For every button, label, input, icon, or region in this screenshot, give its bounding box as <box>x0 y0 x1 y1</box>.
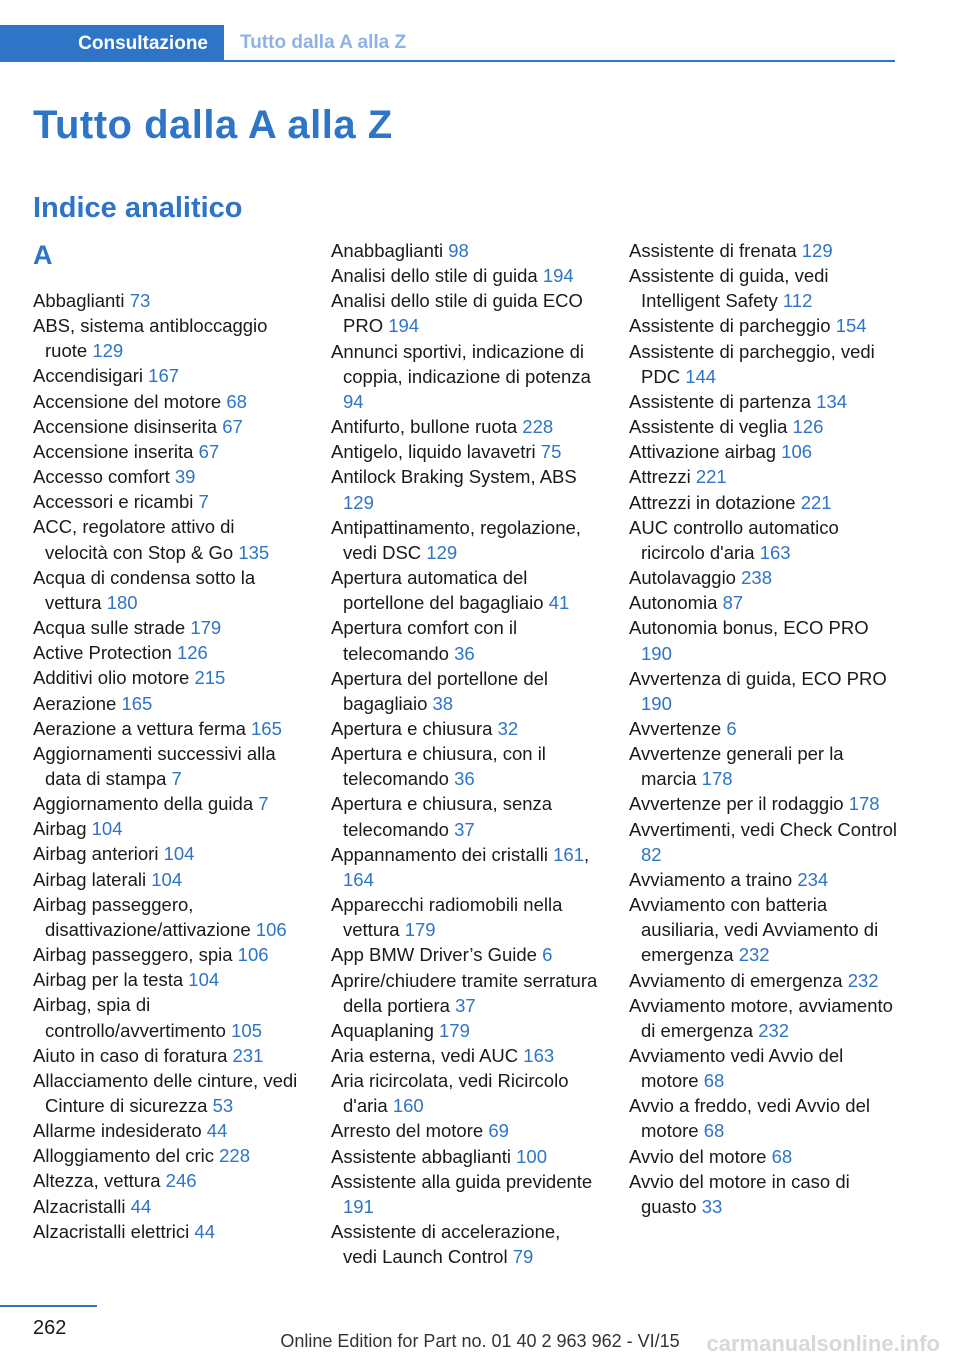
index-term: Alzacristalli elettrici <box>33 1220 195 1242</box>
page-link[interactable]: 67 <box>198 440 220 462</box>
index-entry <box>331 464 599 514</box>
index-term: Accessori e ricambi <box>33 491 199 513</box>
index-entry <box>629 741 897 791</box>
index-term: Avvio del motore <box>629 1145 772 1167</box>
index-column-1 <box>33 238 301 1244</box>
index-entry <box>629 389 897 414</box>
page-link[interactable]: 104 <box>91 818 123 840</box>
index-term: Attrezzi in dotazione <box>629 491 801 513</box>
index-entry <box>331 666 599 716</box>
page-link[interactable]: 129 <box>343 491 374 513</box>
index-entry <box>629 817 897 867</box>
index-entry <box>629 490 897 515</box>
index-term: Apertura del portellone del bagagliaio <box>331 667 549 714</box>
index-term: Appannamento dei cristalli <box>331 843 554 865</box>
page-link[interactable]: 134 <box>816 390 848 412</box>
page-link[interactable]: 154 <box>835 315 867 337</box>
page-link[interactable]: 190 <box>641 692 672 714</box>
index-entry <box>33 716 301 741</box>
index-entry <box>629 791 897 816</box>
page-link[interactable]: 79 <box>512 1246 534 1268</box>
index-term: Attivazione airbag <box>629 441 782 463</box>
index-entry <box>629 238 897 263</box>
page-link[interactable]: 106 <box>255 918 287 940</box>
index-term: Annunci sportivi, indicazione di coppia, indicazione di potenza <box>331 340 591 387</box>
index-term: Allacciamento delle cinture, vedi Cinture di sicurezza <box>33 1069 298 1116</box>
index-term: Attrezzi <box>629 466 696 488</box>
index-letter: A <box>33 240 53 270</box>
index-term: Antilock Braking System, ABS <box>331 466 577 488</box>
index-term: Aerazione a vettura ferma <box>33 717 251 739</box>
index-term: Aria ricircolata, vedi Ricircolo d'aria <box>331 1070 569 1117</box>
index-term: Avviamento a traino <box>629 868 798 890</box>
index-term: Aquaplaning <box>331 1019 440 1041</box>
page-link[interactable]: 221 <box>800 491 832 513</box>
page-link[interactable]: 68 <box>226 390 247 412</box>
page-link[interactable]: 73 <box>129 290 151 311</box>
page-link[interactable]: 234 <box>797 868 829 890</box>
index-entry <box>33 363 301 388</box>
index-entry <box>331 238 599 263</box>
index-term: Assistente di parcheggio <box>629 315 836 337</box>
index-entry <box>33 439 301 464</box>
page-link[interactable]: 104 <box>163 843 195 865</box>
footer-rule <box>0 1305 97 1307</box>
index-entry <box>629 666 897 716</box>
page-link[interactable]: 7 <box>198 491 209 513</box>
page-link[interactable]: 163 <box>759 541 791 563</box>
page-link[interactable]: 94 <box>343 390 364 412</box>
index-term: Avviamento vedi Avvio del motore <box>629 1045 844 1092</box>
page-link[interactable]: 37 <box>455 994 476 1016</box>
page-link[interactable]: 164 <box>343 868 374 890</box>
index-term: Acqua di condensa sotto la vettura <box>33 566 256 613</box>
header-tab-consultazione[interactable]: Consultazione <box>0 25 224 62</box>
index-term: Alzacristalli <box>33 1195 131 1217</box>
index-entry <box>33 1194 301 1219</box>
page-link[interactable]: 232 <box>758 1019 790 1041</box>
index-term: Assistente di parcheggio, vedi PDC <box>629 340 875 387</box>
index-entry <box>331 1068 599 1118</box>
index-entry <box>33 389 301 414</box>
page-link[interactable]: 112 <box>782 290 813 312</box>
index-term: App BMW Driver’s Guide <box>331 944 543 966</box>
index-term: Altezza, vettura <box>33 1170 166 1192</box>
index-entry <box>331 439 599 464</box>
index-entry: Appannamento dei cristalli 161, 164 <box>331 843 590 890</box>
index-term: Avvertenza di guida, ECO PRO <box>629 667 887 689</box>
page-link[interactable]: 232 <box>738 944 770 966</box>
index-term: Antigelo, liquido lavavetri <box>331 441 541 463</box>
page-link[interactable]: 104 <box>151 868 183 890</box>
page-link[interactable]: 215 <box>194 667 226 689</box>
index-entry <box>33 665 301 690</box>
page-link[interactable]: 161 <box>553 843 585 865</box>
index-entry <box>331 1169 599 1219</box>
index-entry <box>33 565 301 615</box>
index-term: Accensione disinserita <box>33 415 223 437</box>
index-term: Avvertimenti, vedi Check Control <box>629 818 898 840</box>
index-entry <box>33 741 301 791</box>
page-link[interactable]: 194 <box>542 265 574 287</box>
page-link[interactable]: 44 <box>194 1220 215 1242</box>
page-link[interactable]: 36 <box>454 768 475 790</box>
index-entry <box>331 515 599 565</box>
index-term: Analisi dello stile di guida ECO PRO <box>331 290 583 337</box>
index-term: Airbag anteriori <box>33 843 164 865</box>
index-entry <box>629 590 897 615</box>
page-link[interactable]: 106 <box>781 441 813 463</box>
index-entry <box>331 892 599 942</box>
page-link[interactable]: 68 <box>771 1145 793 1167</box>
page-link[interactable]: 6 <box>726 717 737 739</box>
index-entry <box>331 791 599 841</box>
page-link[interactable]: 36 <box>454 642 475 664</box>
index-entry <box>33 414 301 439</box>
index-entry <box>33 489 301 514</box>
page-link[interactable]: 44 <box>130 1195 152 1217</box>
index-entry <box>629 464 897 489</box>
breadcrumb[interactable]: Tutto dalla A alla Z <box>240 31 407 53</box>
page-link[interactable]: 41 <box>548 592 570 614</box>
index-entry <box>331 741 599 791</box>
index-entry <box>331 1018 599 1043</box>
index-column-3 <box>629 238 897 1219</box>
index-term: AUC controllo automatico ricircolo d'aria <box>629 516 839 563</box>
index-entry <box>33 640 301 665</box>
index-entry <box>331 1043 599 1068</box>
page-link[interactable]: 165 <box>251 717 282 739</box>
index-term: Apertura e chiusura <box>331 717 498 739</box>
index-entry <box>331 1219 599 1269</box>
index-term: Assistente alla guida previdente <box>331 1170 593 1192</box>
index-entry <box>331 615 599 665</box>
index-term: Assistente di accelerazione, vedi Launch Control <box>331 1221 561 1268</box>
index-term: Antifurto, bullone ruota <box>331 416 523 438</box>
index-entry <box>33 967 301 992</box>
index-entry <box>33 1043 301 1068</box>
index-term: Assistente di partenza <box>629 390 817 412</box>
index-entry <box>33 791 301 816</box>
page-link[interactable]: 104 <box>188 969 220 991</box>
index-term: Active Protection <box>33 642 177 664</box>
index-column-2 <box>331 238 599 1269</box>
index-term: Assistente di frenata <box>629 240 802 261</box>
page-link[interactable]: 165 <box>121 692 153 714</box>
index-term: Airbag <box>33 818 92 840</box>
edition-note: Online Edition for Part no. 01 40 2 963 962 - VI/15 <box>280 1331 680 1351</box>
index-entry <box>629 565 897 590</box>
index-term: Avvertenze generali per la marcia <box>629 743 844 790</box>
page-link[interactable]: 33 <box>701 1195 723 1217</box>
index-term: Apertura e chiusura, senza telecomando <box>331 793 553 840</box>
index-term: Avviamento motore, avviamento di emergenza <box>629 994 893 1041</box>
index-entry <box>331 263 599 288</box>
index-term: Avvio a freddo, vedi Avvio del motore <box>629 1095 870 1142</box>
watermark-text: carmanualsonline.info <box>706 1331 940 1356</box>
page-link[interactable]: 135 <box>238 541 270 563</box>
page-link[interactable]: 179 <box>190 617 222 639</box>
index-entry <box>33 1219 301 1244</box>
index-term: Airbag per la testa <box>33 969 189 991</box>
index-term: Apertura automatica del portellone del bagagliaio <box>331 567 549 614</box>
page-link[interactable]: 67 <box>222 415 243 437</box>
page-link[interactable]: 68 <box>703 1070 725 1092</box>
index-entry <box>33 1168 301 1193</box>
index-term: Aiuto in caso di foratura <box>33 1044 233 1066</box>
page-link[interactable]: 221 <box>695 466 727 488</box>
index-entry <box>33 615 301 640</box>
index-term: Assistente di veglia <box>629 416 793 438</box>
index-term: Airbag laterali <box>33 868 152 890</box>
index-entry <box>331 288 599 338</box>
page-link[interactable]: 75 <box>540 441 562 463</box>
index-entry <box>629 1169 897 1219</box>
index-term: Apertura comfort con il telecomando <box>331 617 518 664</box>
index-term: Aggiornamento della guida <box>33 793 259 815</box>
page-link[interactable]: 160 <box>392 1095 424 1117</box>
index-entry <box>33 1068 301 1118</box>
index-entry <box>33 1118 301 1143</box>
index-term: Autolavaggio <box>629 567 742 589</box>
index-entry <box>629 993 897 1043</box>
index-term: Accensione del motore <box>33 390 227 412</box>
index-entry <box>33 992 301 1042</box>
page-link[interactable]: 7 <box>171 767 182 789</box>
index-term: Abbaglianti <box>33 290 130 311</box>
page-link[interactable]: 228 <box>219 1145 250 1167</box>
page-link[interactable]: 180 <box>106 591 138 613</box>
index-term: Allarme indesiderato <box>33 1120 207 1142</box>
index-term: Apparecchi radiomobili nella vettura <box>331 894 563 941</box>
index-term: Accensione inserita <box>33 440 199 462</box>
index-entry <box>331 565 599 615</box>
page-link[interactable]: 32 <box>497 717 519 739</box>
index-entry <box>629 313 897 338</box>
index-entry <box>629 515 897 565</box>
page-link[interactable]: 232 <box>847 969 879 991</box>
index-term: ACC, regolatore attivo di velocità con Stop & Go <box>33 516 239 563</box>
index-entry <box>33 1143 301 1168</box>
page-link[interactable]: 98 <box>448 240 469 261</box>
index-entry <box>33 691 301 716</box>
index-entry <box>33 841 301 866</box>
index-term: Accendisigari <box>33 365 149 387</box>
index-entry <box>331 1118 599 1143</box>
index-term: Assistente abbaglianti <box>331 1145 517 1167</box>
page-link[interactable]: 82 <box>641 843 662 865</box>
page-link[interactable]: 105 <box>231 1019 262 1041</box>
page-link[interactable]: 238 <box>741 567 772 589</box>
page-link[interactable]: 178 <box>701 768 733 790</box>
index-term: ABS, sistema antibloccaggio ruote <box>33 315 268 362</box>
page-link[interactable]: 231 <box>232 1044 264 1066</box>
page-link[interactable]: 6 <box>542 944 553 966</box>
index-term: Additivi olio motore <box>33 667 195 689</box>
index-term: Anabbaglianti <box>331 240 449 261</box>
index-term: Aria esterna, vedi AUC <box>331 1045 524 1066</box>
index-term: Arresto del motore <box>331 1120 489 1142</box>
page-link[interactable]: 228 <box>522 416 554 438</box>
index-entry <box>629 339 897 389</box>
page-link[interactable]: 129 <box>801 240 833 261</box>
index-term: Aprire/chiudere tramite serratura della portiera <box>331 969 598 1016</box>
index-term: Avvertenze <box>629 717 727 739</box>
index-entry <box>331 1144 599 1169</box>
index-term: Aggiornamenti successivi alla data di stampa <box>33 742 276 789</box>
index-entry <box>331 339 599 414</box>
page-link[interactable]: 126 <box>176 642 208 664</box>
index-entry <box>629 439 897 464</box>
index-entry <box>33 867 301 892</box>
index-term: Avviamento con batteria ausiliaria, vedi Avviamento di emergenza <box>629 894 879 966</box>
index-term: Airbag, spia di controllo/avvertimento <box>33 994 232 1041</box>
page-link[interactable]: 100 <box>516 1145 547 1167</box>
index-entry <box>33 942 301 967</box>
page-link[interactable]: 39 <box>174 466 196 488</box>
page-number: 262 <box>33 1317 67 1339</box>
index-entry <box>33 892 301 942</box>
page-link[interactable]: 194 <box>388 315 420 337</box>
index-term: Avvertenze per il rodaggio <box>629 793 849 815</box>
index-term: Aerazione <box>33 692 122 714</box>
index-term: Apertura e chiusura, con il telecomando <box>331 743 546 790</box>
index-entry <box>629 1144 897 1169</box>
index-term: Autonomia bonus, ECO PRO <box>629 617 869 639</box>
index-entry <box>331 968 599 1018</box>
index-entry <box>629 1093 897 1143</box>
page-link[interactable]: 106 <box>237 944 269 966</box>
index-entry <box>629 867 897 892</box>
index-term: Analisi dello stile di guida <box>331 265 543 287</box>
index-term: Avvio del motore in caso di guasto <box>629 1170 850 1217</box>
page-link[interactable]: 178 <box>848 793 880 815</box>
index-entry <box>33 313 301 363</box>
page-link[interactable]: 129 <box>92 340 124 362</box>
index-term: Assistente di guida, vedi Intelligent Safety <box>629 265 829 312</box>
index-entry <box>629 414 897 439</box>
page-link[interactable]: 126 <box>792 416 824 438</box>
index-term: Antipattinamento, regolazione, vedi DSC <box>331 516 581 563</box>
page-link[interactable]: 44 <box>206 1120 228 1142</box>
index-entry <box>331 942 599 967</box>
page-link[interactable]: 38 <box>432 692 454 714</box>
index-term: Airbag passeggero, spia <box>33 944 238 966</box>
index-entry <box>33 816 301 841</box>
page-link[interactable]: 87 <box>722 592 744 614</box>
page-link[interactable]: 68 <box>703 1120 725 1142</box>
index-term: Accesso comfort <box>33 466 175 488</box>
index-term: Autonomia <box>629 592 723 614</box>
index-entry <box>331 716 599 741</box>
section-title: Indice analitico <box>33 192 243 224</box>
index-entry <box>629 1043 897 1093</box>
page-link[interactable]: 179 <box>439 1019 470 1041</box>
index-term: Airbag passeggero, disattivazione/attivazione <box>33 893 256 940</box>
page-link[interactable]: 167 <box>148 365 180 387</box>
index-entry <box>629 615 897 665</box>
index-entry <box>629 968 897 993</box>
page-link[interactable]: 7 <box>258 793 269 815</box>
index-entry <box>331 414 599 439</box>
page-title: Tutto dalla A alla Z <box>33 103 393 147</box>
index-entry <box>629 716 897 741</box>
index-entry <box>33 514 301 564</box>
page-link[interactable]: 191 <box>343 1195 374 1217</box>
page-link[interactable]: 53 <box>212 1095 234 1116</box>
index-term: Alloggiamento del cric <box>33 1145 220 1167</box>
page-link[interactable]: 190 <box>641 642 672 664</box>
index-term: Avviamento di emergenza <box>629 969 848 991</box>
page-link[interactable]: 163 <box>523 1045 555 1066</box>
page-link[interactable]: 246 <box>165 1170 197 1192</box>
index-entry <box>33 288 301 313</box>
page-link[interactable]: 129 <box>426 541 458 563</box>
page-link[interactable]: 37 <box>454 818 475 840</box>
index-term: Acqua sulle strade <box>33 617 191 639</box>
index-entry <box>629 892 897 967</box>
index-entry <box>629 263 897 313</box>
page-link[interactable]: 144 <box>685 365 717 387</box>
index-entry <box>33 464 301 489</box>
page-link[interactable]: 179 <box>404 919 436 941</box>
page-link[interactable]: 69 <box>488 1120 509 1142</box>
